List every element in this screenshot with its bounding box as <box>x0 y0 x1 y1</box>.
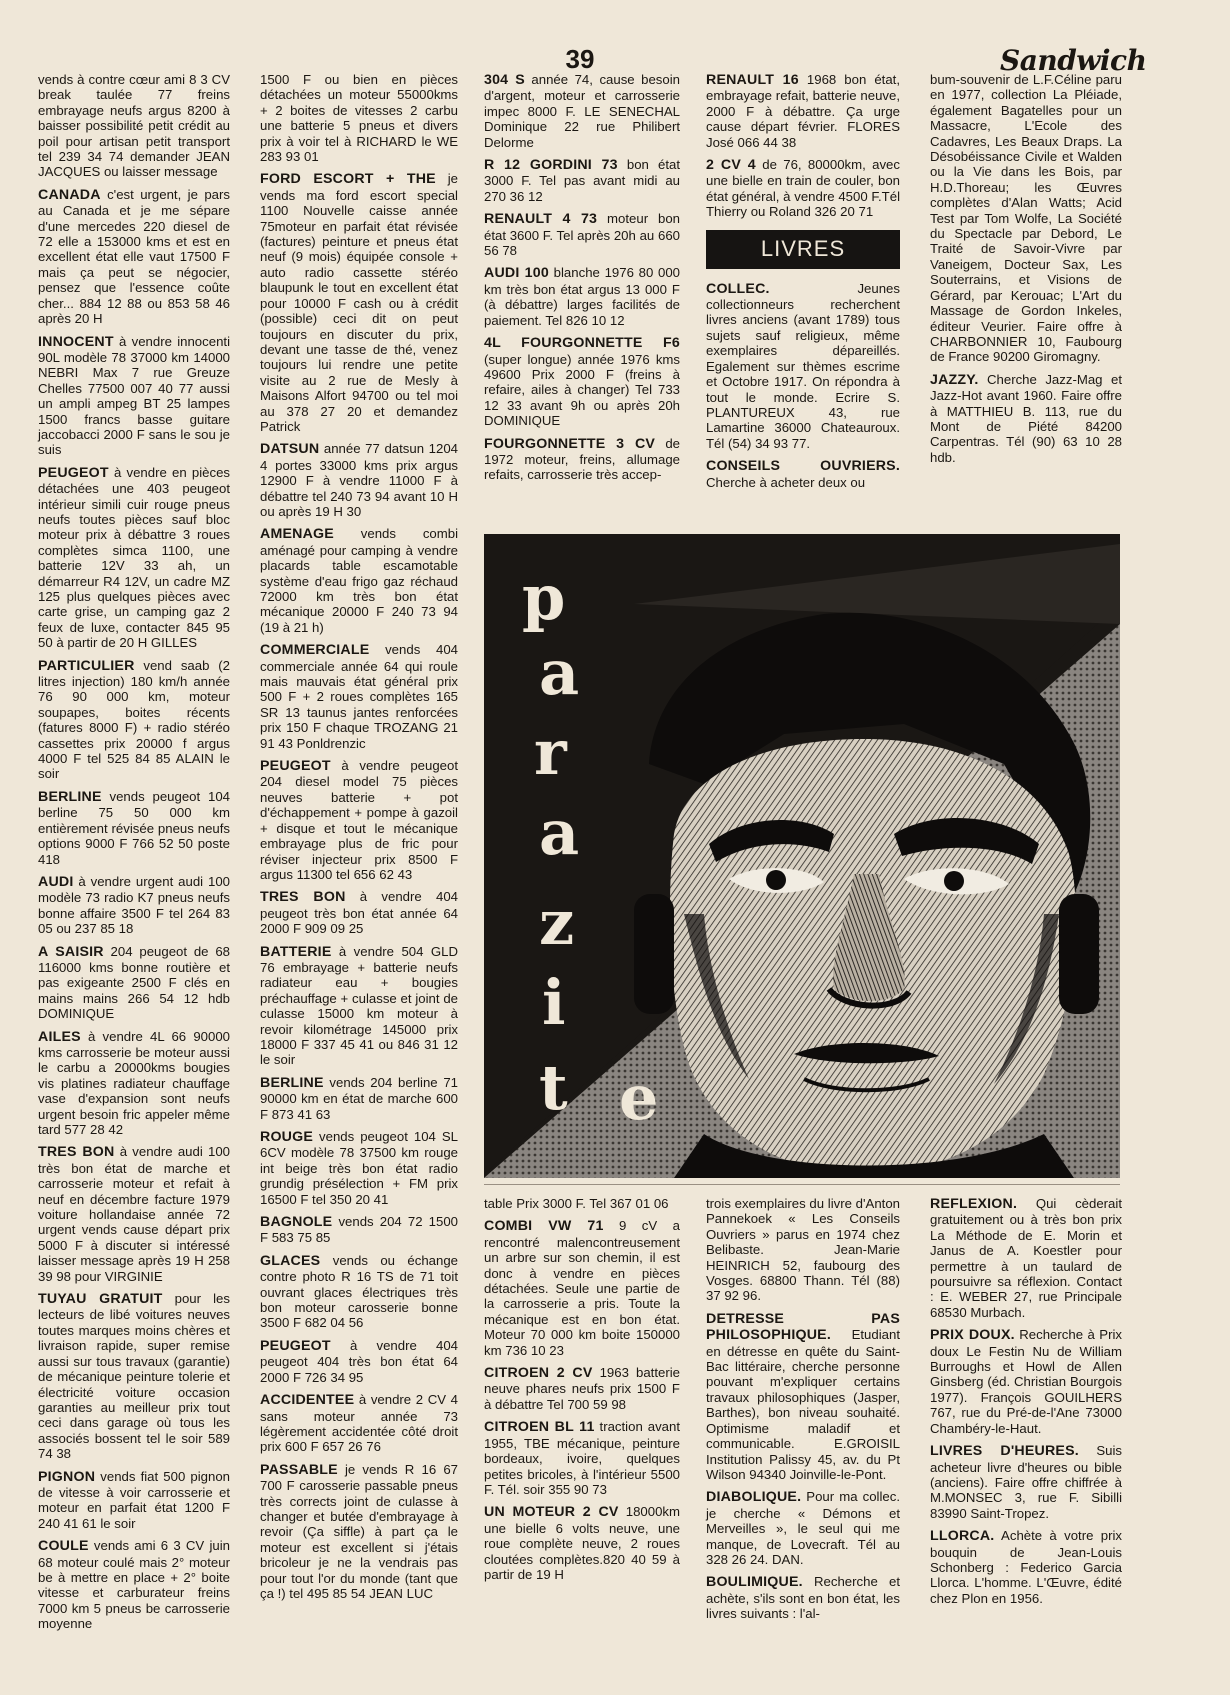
ad-text: Suis acheteur livre d'heures ou bible (anciens). Faire offre chiffrée à M.MONSEC 3, rue F. Sibilli 83990 Saint-Tropez. <box>930 1443 1122 1521</box>
title-letter: a <box>539 636 580 709</box>
classified-ad <box>260 889 458 936</box>
ads-column-3-bottom <box>484 1196 680 1589</box>
classified-ad <box>260 1462 458 1602</box>
ad-text: 9 cV a rencontré malencontreusement un arbre sur son chemin, il est donc à vendre en pièces détachées. Seule une partie de la carrosserie a pris. Toute la mécanique est en bon état. Moteur 70 000 km boite 150000 km 736 10 23 <box>484 1218 680 1358</box>
ads-column-4-bottom <box>706 1196 900 1629</box>
ad-heading: BAGNOLE <box>260 1214 333 1231</box>
classified-ad <box>38 465 230 651</box>
ad-text: blanche 1976 80 000 km très bon état argus 13 000 F (à débattre) larges facilités de paiement. Tel 826 10 12 <box>484 265 680 328</box>
ad-text: à vendre 504 GLD 76 embrayage + batterie neufs radiateur eau + bougies préchauffage + culasse et joint de culasse 15000 km moteur à revoir kilométrage 145000 prix 18000 F 337 45 41 ou 846 31 12 le soir <box>260 943 458 1068</box>
ad-heading: AMENAGE <box>260 526 334 543</box>
ad-text: Recherche à Prix doux Le Festin Nu de William Burroughs et Howl de Allen Ginsberg (éd. Christian Bourgois 1977). François GOUILHERS 767, rue du Pré-de-l'Ane 73000 Chambéry-le-Haut. <box>930 1327 1122 1436</box>
classified-ad <box>38 658 230 782</box>
ad-heading: RENAULT 16 <box>706 72 799 88</box>
ad-heading: TUYAU GRATUIT <box>38 1291 163 1308</box>
classified-ad <box>38 72 230 180</box>
ad-heading: PRIX DOUX. <box>930 1327 1015 1344</box>
ad-heading: 4L FOURGONNETTE F6 <box>484 335 680 352</box>
ad-heading: REFLEXION. <box>930 1196 1018 1212</box>
ad-heading: TRES BON <box>260 889 346 906</box>
ad-text: (super longue) année 1976 kms 49600 Prix 2000 F (freins à refaire, ailes à changer) Tel 733 12 33 avant 9h ou après 20h DOMINIQUE <box>484 351 680 429</box>
ad-text: vends ou échange contre photo R 16 TS de 71 toit ouvrant glaces électriques très bon moteur carosserie bonne 3500 F 682 04 56 <box>260 1252 458 1331</box>
title-letter: e <box>619 1061 659 1134</box>
classified-ad <box>260 1214 458 1246</box>
classified-ad <box>38 1538 230 1631</box>
ad-text: table Prix 3000 F. Tel 367 01 06 <box>484 1196 669 1211</box>
rubric-heading: LIVRES <box>706 230 900 269</box>
ad-heading: FORD ESCORT + THE <box>260 171 436 188</box>
title-letter: a <box>539 796 580 869</box>
ad-text: Qui cèderait gratuitement ou à très bon prix La Méthode de E. Morin et Janus de A. Koestler pour permettre à un taulard de poursuivre sa réflexion. Contact : E. WEBER 27, rue Principale 68530 Murbach. <box>930 1196 1122 1320</box>
ad-heading: GLACES <box>260 1252 321 1269</box>
title-letter: r <box>534 716 567 789</box>
ads-column-1 <box>38 72 230 1639</box>
classified-ad <box>706 1489 900 1567</box>
ad-text: de 76, 80000km, avec une bielle en train de couler, bon état général, à vendre 4500 F.Tél Thierry ou Roland 326 20 71 <box>706 157 900 220</box>
classified-ad <box>930 372 1122 465</box>
ad-heading: CITROEN BL 11 <box>484 1419 595 1436</box>
classified-ad <box>38 334 230 458</box>
classified-ad <box>706 72 900 150</box>
ad-text: pour les lecteurs de libé voitures neuves toutes marques moins chères et livraison rapide, super remise aussi sur tous travaux (garantie) de mécanique peinture tolerie et électricité voiture occasion garanties au meilleur prix tout ceci dans garage où tous les associés bossent tel le soir 589 74 38 <box>38 1291 230 1462</box>
classified-ad <box>484 72 680 150</box>
ad-heading: BOULIMIQUE. <box>706 1574 803 1591</box>
ad-text: Pour ma collec. je cherche « Démons et Merveilles », le seul qui me manque, de Lovecraft. Tél au 328 26 24. DAN. <box>706 1489 900 1567</box>
classified-ad <box>38 1469 230 1532</box>
ad-text: trois exemplaires du livre d'Anton Pannekoek « Les Conseils Ouvriers » parus en 1974 chez Belibaste. Jean-Marie HEINRICH 52, faubourg des Vosges. 68800 Thann. Tél (88) 37 92 96. <box>706 1196 900 1304</box>
classified-ad <box>260 1253 458 1331</box>
classified-ad <box>706 1311 900 1482</box>
ad-text: vends peugeot 104 SL 6CV modèle 78 37500 km rouge int beige très bon état radio grundig présélection + FM prix 16500 F tel 350 20 41 <box>260 1129 458 1207</box>
ad-text: vends fiat 500 pignon de vitesse à voir carrosserie et moteur en parfait état 1200 F 240 41 61 le soir <box>38 1468 230 1531</box>
ad-heading: UN MOTEUR 2 CV <box>484 1504 619 1521</box>
ad-text: Etudiant en détresse en quête du Saint-Bac littéraire, cherche personne pouvant m'expliquer certains travaux philosophiques (Jasper, Barthes), bon niveau souhaité. Optimisme maladif et communicable. E.GROISIL Institution Palissy 45, av. du Pt Wilson 94340 Joinville-le-Pont. <box>706 1327 900 1482</box>
classified-ad <box>260 171 458 434</box>
ad-heading: R 12 GORDINI 73 <box>484 157 618 174</box>
ad-heading: INNOCENT <box>38 333 114 350</box>
ad-text: je vends ma ford escort special 1100 Nouvelle caisse année 75moteur en parfait état révisée (factures) peinture et pneus état neuf (9 mois) équipée console + auto radio cassette stéréo blaupunk le tout en excellent état pour 10000 F cash ou à crédit (possible) ceci dit on peut toujours en discuter du prix, devant une tasse de thé, venez toujours lui rendre une petite visite au 2 rue de Mesly à Maisons Alfort 94700 ou tel moi au 378 27 20 et demandez Patrick <box>260 171 458 434</box>
classified-ad <box>260 526 458 635</box>
ad-heading: 304 S <box>484 72 525 88</box>
ad-text: 1968 bon état, embrayage refait, batterie neuve, 2000 F à débattre. Ça urge cause départ février. FLORES José 066 44 38 <box>706 72 900 150</box>
ad-text: c'est urgent, je pars au Canada et je me sépare d'une mercedes 220 diesel de 72 elle a 153000 kms et est en excellent état elle vaut 17500 F mais ça peut se négocier, pensez que l'essence coûte cher... 884 12 88 ou 853 58 46 après 20 H <box>38 186 230 327</box>
ad-heading: 2 CV 4 <box>706 157 756 174</box>
ad-heading: ACCIDENTEE <box>260 1392 355 1409</box>
ad-heading: FOURGONNETTE 3 CV <box>484 435 656 452</box>
section-divider <box>484 1184 1120 1185</box>
ad-heading: CANADA <box>38 186 101 203</box>
ad-text: je vends R 16 67 700 F carosserie passable pneus très corrects joint de culasse à changer et butée d'embrayage à revoir (Ça siffle) à part ça le moteur est excellent si j'étais bricoleur je ne la vendrais pas pour tout l'or du monde (tant que ça !) tel 495 85 54 JEAN LUC <box>260 1461 458 1601</box>
title-letter: z <box>539 886 575 959</box>
ads-column-3-top <box>484 72 680 490</box>
ad-heading: PEUGEOT <box>260 1337 331 1354</box>
ad-text: Recherche et achète, s'ils sont en bon état, les livres suivants : l'al- <box>706 1574 900 1622</box>
classified-ad <box>260 944 458 1068</box>
ad-heading: AUDI 100 <box>484 265 549 282</box>
ad-text: à vendre innocenti 90L modèle 78 37000 km 14000 NEBRI Max 7 rue Greuze Chelles 77500 007 40 77 aussi un ampli ampeg BT 25 lampes 1500 francs basse guitare jaccobacci 2000 F sans le sou je suis <box>38 333 230 458</box>
classified-ad <box>260 642 458 751</box>
classified-ad <box>706 281 900 451</box>
ad-text: année 77 datsun 1204 4 portes 33000 kms prix argus 12900 F à vendre 11000 F à débattre tel 240 73 94 avant 10 H ou après 19 H 30 <box>260 441 458 519</box>
ad-heading: PEUGEOT <box>38 464 109 481</box>
ads-column-5-top <box>930 72 1122 472</box>
ad-text: moteur bon état 3600 F. Tel après 20h au 660 56 78 <box>484 211 680 259</box>
ad-heading: COMMERCIALE <box>260 642 370 659</box>
ads-column-4-top <box>706 72 900 497</box>
ad-heading: RENAULT 4 73 <box>484 211 598 228</box>
ad-heading: JAZZY. <box>930 371 979 388</box>
ad-heading: COLLEC. <box>706 280 770 297</box>
ad-heading: AUDI <box>38 873 74 890</box>
ad-text: 18000km une bielle 6 volts neuve, une roue complète neuve, 2 roues cloutées complètes.820 40 59 à partir de 19 H <box>484 1504 680 1582</box>
ad-heading: LLORCA. <box>930 1528 995 1545</box>
classified-ad <box>930 1327 1122 1436</box>
ad-text: 1963 batterie neuve phares neufs prix 1500 F à débattre Tel 700 59 98 <box>484 1365 680 1412</box>
ad-text: traction avant 1955, TBE mécanique, peinture bordeaux, ivoire, quelques petites bricoles, à l'intérieur 5500 F. Tél. soir 355 90 73 <box>484 1419 680 1497</box>
ad-text: année 74, cause besoin d'argent, moteur et carrosserie impec 8000 F. LE SENECHAL Dominique 22 rue Philibert Delorme <box>484 72 680 150</box>
ad-text: bum-souvenir de L.F.Céline paru en 1977, collection La Pléiade, également Bagatelles pour un Massacre, L'Ecole des Cadavres, Les Beaux Draps. La Désobéissance Civile et Walden ou la Vie dans les Bois, par H.D.Thoreau; les Œuvres complètes d'Alan Watts; Acid Test par Tom Wolfe, La Société du Spectacle par Debord, Le Traité de Savoir-Vivre par Vaneigem, Docteur Sax, Les Souterrains, et Visions de Gérard, par Kerouac; L'Art du Massage de Gordon Inkeles, éditeur Veurier. Faire offre à CHARBONNIER 10, Faubourg de France 90200 Giromagny. <box>930 72 1122 365</box>
classified-ad <box>706 157 900 220</box>
sandwich-logo: Sandwich <box>1000 44 1147 77</box>
ad-text: 1500 F ou bien en pièces détachées un moteur 55000kms + 2 boites de vitesses 2 carbu une batterie 5 pneus et divers prix à voir tel à RICHARD le WE 283 93 01 <box>260 72 458 165</box>
classified-ad <box>484 265 680 328</box>
ads-column-2 <box>260 72 458 1608</box>
ad-heading: BATTERIE <box>260 943 332 960</box>
classified-ad <box>930 1196 1122 1320</box>
ad-text: bon état 3000 F. Tel pas avant midi au 270 36 12 <box>484 157 680 204</box>
parazite-illustration <box>484 534 1120 1178</box>
ad-heading: COULE <box>38 1538 89 1555</box>
classified-ad <box>484 1419 680 1497</box>
classified-ad <box>38 187 230 327</box>
ad-heading: BERLINE <box>38 788 102 805</box>
classified-ad <box>38 944 230 1022</box>
ad-text: vends 404 commerciale année 64 qui roule mais mauvais état général prix 500 F + 2 roues complètes 165 SR 13 taunus jantes renforcées prix 150 F chaque TROZANG 21 91 43 Ponldrenzic <box>260 642 458 751</box>
ad-text: à vendre 4L 66 90000 kms carrosserie be moteur aussi le carbu a 20000kms bougies vis platines radiateur chauffage vase d'expansion sont neufs urgent besoin fric appeler même tard 577 28 42 <box>38 1028 230 1137</box>
ad-text: vend saab (2 litres injection) 180 km/h année 76 90 000 km, moteur soupapes, boites récents (fatures 8000 F) + radio stéréo cassettes prix 20000 f argus 4000 F tel 525 84 85 ALAIN le soir <box>38 657 230 782</box>
ad-text: à vendre 2 CV 4 sans moteur année 73 légèrement accidentée côté droit prix 600 F 657 26 76 <box>260 1392 458 1455</box>
classified-ad <box>930 72 1122 365</box>
classified-ad <box>260 758 458 882</box>
ad-text: de 1972 moteur, freins, allumage refaits, carrosserie très accep- <box>484 435 680 483</box>
ads-column-5-bottom <box>930 1196 1122 1613</box>
ad-heading: CITROEN 2 CV <box>484 1365 593 1382</box>
classified-ad <box>930 1443 1122 1521</box>
ad-text: à vendre peugeot 204 diesel model 75 pièces neuves batterie + pot d'échappement + pompe à gazoil + disque et tout le mécanique embrayage plus de fric pour réviser injecteur prix 8500 F argus 11300 tel 656 62 43 <box>260 758 458 882</box>
ad-heading: COMBI VW 71 <box>484 1218 604 1235</box>
classified-ad <box>260 1075 458 1122</box>
classified-ad <box>38 874 230 937</box>
ad-heading: CONSEILS OUVRIERS. <box>706 458 900 475</box>
classified-ad <box>930 1528 1122 1606</box>
ad-text: vends peugeot 104 berline 75 50 000 km entièrement révisée pneus neufs options 9000 F 766 52 50 poste 418 <box>38 788 230 867</box>
title-letter: p <box>522 561 566 634</box>
ad-text: Cherche Jazz-Mag et Jazz-Hot avant 1960. Faire offre à MATTHIEU B. 113, rue du Mont de Piété 84200 Carpentras. Tél (90) 63 10 28 hdb. <box>930 371 1122 465</box>
title-letter: t <box>539 1051 568 1124</box>
classified-ad <box>706 458 900 490</box>
classified-ad <box>706 1196 900 1304</box>
ad-heading: DIABOLIQUE. <box>706 1489 802 1506</box>
page-number: 39 <box>565 44 595 74</box>
classified-ad <box>38 1144 230 1284</box>
ad-heading: TRES BON <box>38 1144 115 1161</box>
ad-text: Achète à votre prix bouquin de Jean-Louis Schonberg : Federico Garcia Llorca. L'homme. L'Œuvre, édité chez Plon en 1956. <box>930 1528 1122 1606</box>
ad-text: à vendre en pièces détachées une 403 peugeot intérieur simili cuir rouge pneus neufs toutes pièces sauf bloc moteur prix à débattre 3 roues complètes simca 1100, une batterie 12V 33 ah, un démarreur R4 12V, un cadre MZ 125 plus quelques pièces avec carte grise, un camping gaz 2 feux de luxe, contacter 845 95 50 à partir de 20 H GILLES <box>38 464 230 651</box>
ad-heading: PARTICULIER <box>38 657 135 674</box>
classified-ad <box>260 1129 458 1207</box>
classified-ad <box>484 1365 680 1412</box>
classified-ad <box>484 211 680 258</box>
classified-ad <box>38 1291 230 1461</box>
classified-ad <box>484 157 680 204</box>
ad-heading: PIGNON <box>38 1468 96 1485</box>
classified-ad <box>484 335 680 428</box>
ad-text: Cherche à acheter deux ou <box>706 474 866 490</box>
ad-text: à vendre urgent audi 100 modèle 73 radio K7 pneus neufs bonne affaire 3500 F tel 264 83 05 ou 237 85 18 <box>38 873 230 937</box>
ad-text: vends combi aménagé pour camping à vendre placards table escamotable système d'eau frigo gaz réchaud 72000 km très bon état mécanique 20000 F 240 73 94 (19 à 21 h) <box>260 526 458 635</box>
title-letter: i <box>542 966 566 1039</box>
ad-heading: A SAISIR <box>38 943 104 960</box>
ad-text: à vendre 404 peugeot 404 très bon état 64 2000 F 726 34 95 <box>260 1337 458 1385</box>
ad-text: vends à contre cœur ami 8 3 CV break taulée 77 freins embrayage neufs argus 8200 à baisser possibilité petit crédit au poil pour artisan petit transport tel 239 34 74 demander JEAN JACQUES ou laisser message <box>38 72 230 180</box>
ad-text: vends 204 72 1500 F 583 75 85 <box>260 1214 458 1246</box>
ad-heading: BERLINE <box>260 1074 324 1091</box>
classified-ad <box>260 72 458 164</box>
classified-ad <box>706 1574 900 1621</box>
classified-ad <box>260 1338 458 1385</box>
ad-text: Jeunes collectionneurs recherchent livres anciens (avant 1789) tous sujets sauf religieux, même exemplaires dépareillés. Egalement sur thèmes escrime et Octobre 1917. On répondra à tout le monde. Ecrire S. PLANTUREUX 43, rue Lamartine 36000 Chateauroux. Tél (54) 34 93 77. <box>706 280 900 451</box>
ad-heading: LIVRES D'HEURES. <box>930 1443 1079 1460</box>
classified-ad <box>260 1392 458 1455</box>
classified-ad <box>38 789 230 867</box>
ad-text: vends ami 6 3 CV juin 68 moteur coulé mais 2° moteur be à mettre en place + 2° boite vitesse et carburateur freins 7000 km 5 pneus be carrosserie moyenne <box>38 1538 230 1632</box>
illustration-drawing <box>484 534 1120 1178</box>
classified-ad <box>484 1218 680 1358</box>
ad-heading: AILES <box>38 1028 81 1045</box>
classified-ad <box>38 1029 230 1138</box>
ad-text: à vendre 404 peugeot très bon état année 64 2000 F 909 09 25 <box>260 889 458 937</box>
ad-heading: PASSABLE <box>260 1461 338 1478</box>
classified-ad <box>260 441 458 519</box>
ad-text: 204 peugeot de 68 116000 kms bonne routière et pas exigeante 2500 F clés en mains mains 266 54 12 hdb DOMINIQUE <box>38 943 230 1022</box>
classified-ad <box>484 436 680 483</box>
ad-text: vends 204 berline 71 90000 km en état de marche 600 F 873 41 63 <box>260 1074 458 1122</box>
ad-text: à vendre audi 100 très bon état de marche et carrosserie moteur et refait à neuf en décembre facture 1979 voiture hollandaise année 72 urgent vends cause départ prix 5000 F à discuter si intéressé laisser message après 19 H 258 39 98 pour VIRGINIE <box>38 1144 230 1284</box>
ad-heading: ROUGE <box>260 1129 314 1145</box>
classified-ad <box>484 1504 680 1582</box>
ad-heading: PEUGEOT <box>260 758 331 775</box>
ad-heading: DATSUN <box>260 441 320 458</box>
classified-ad <box>484 1196 680 1211</box>
ad-heading: DETRESSE PAS PHILOSOPHIQUE. <box>706 1310 900 1344</box>
